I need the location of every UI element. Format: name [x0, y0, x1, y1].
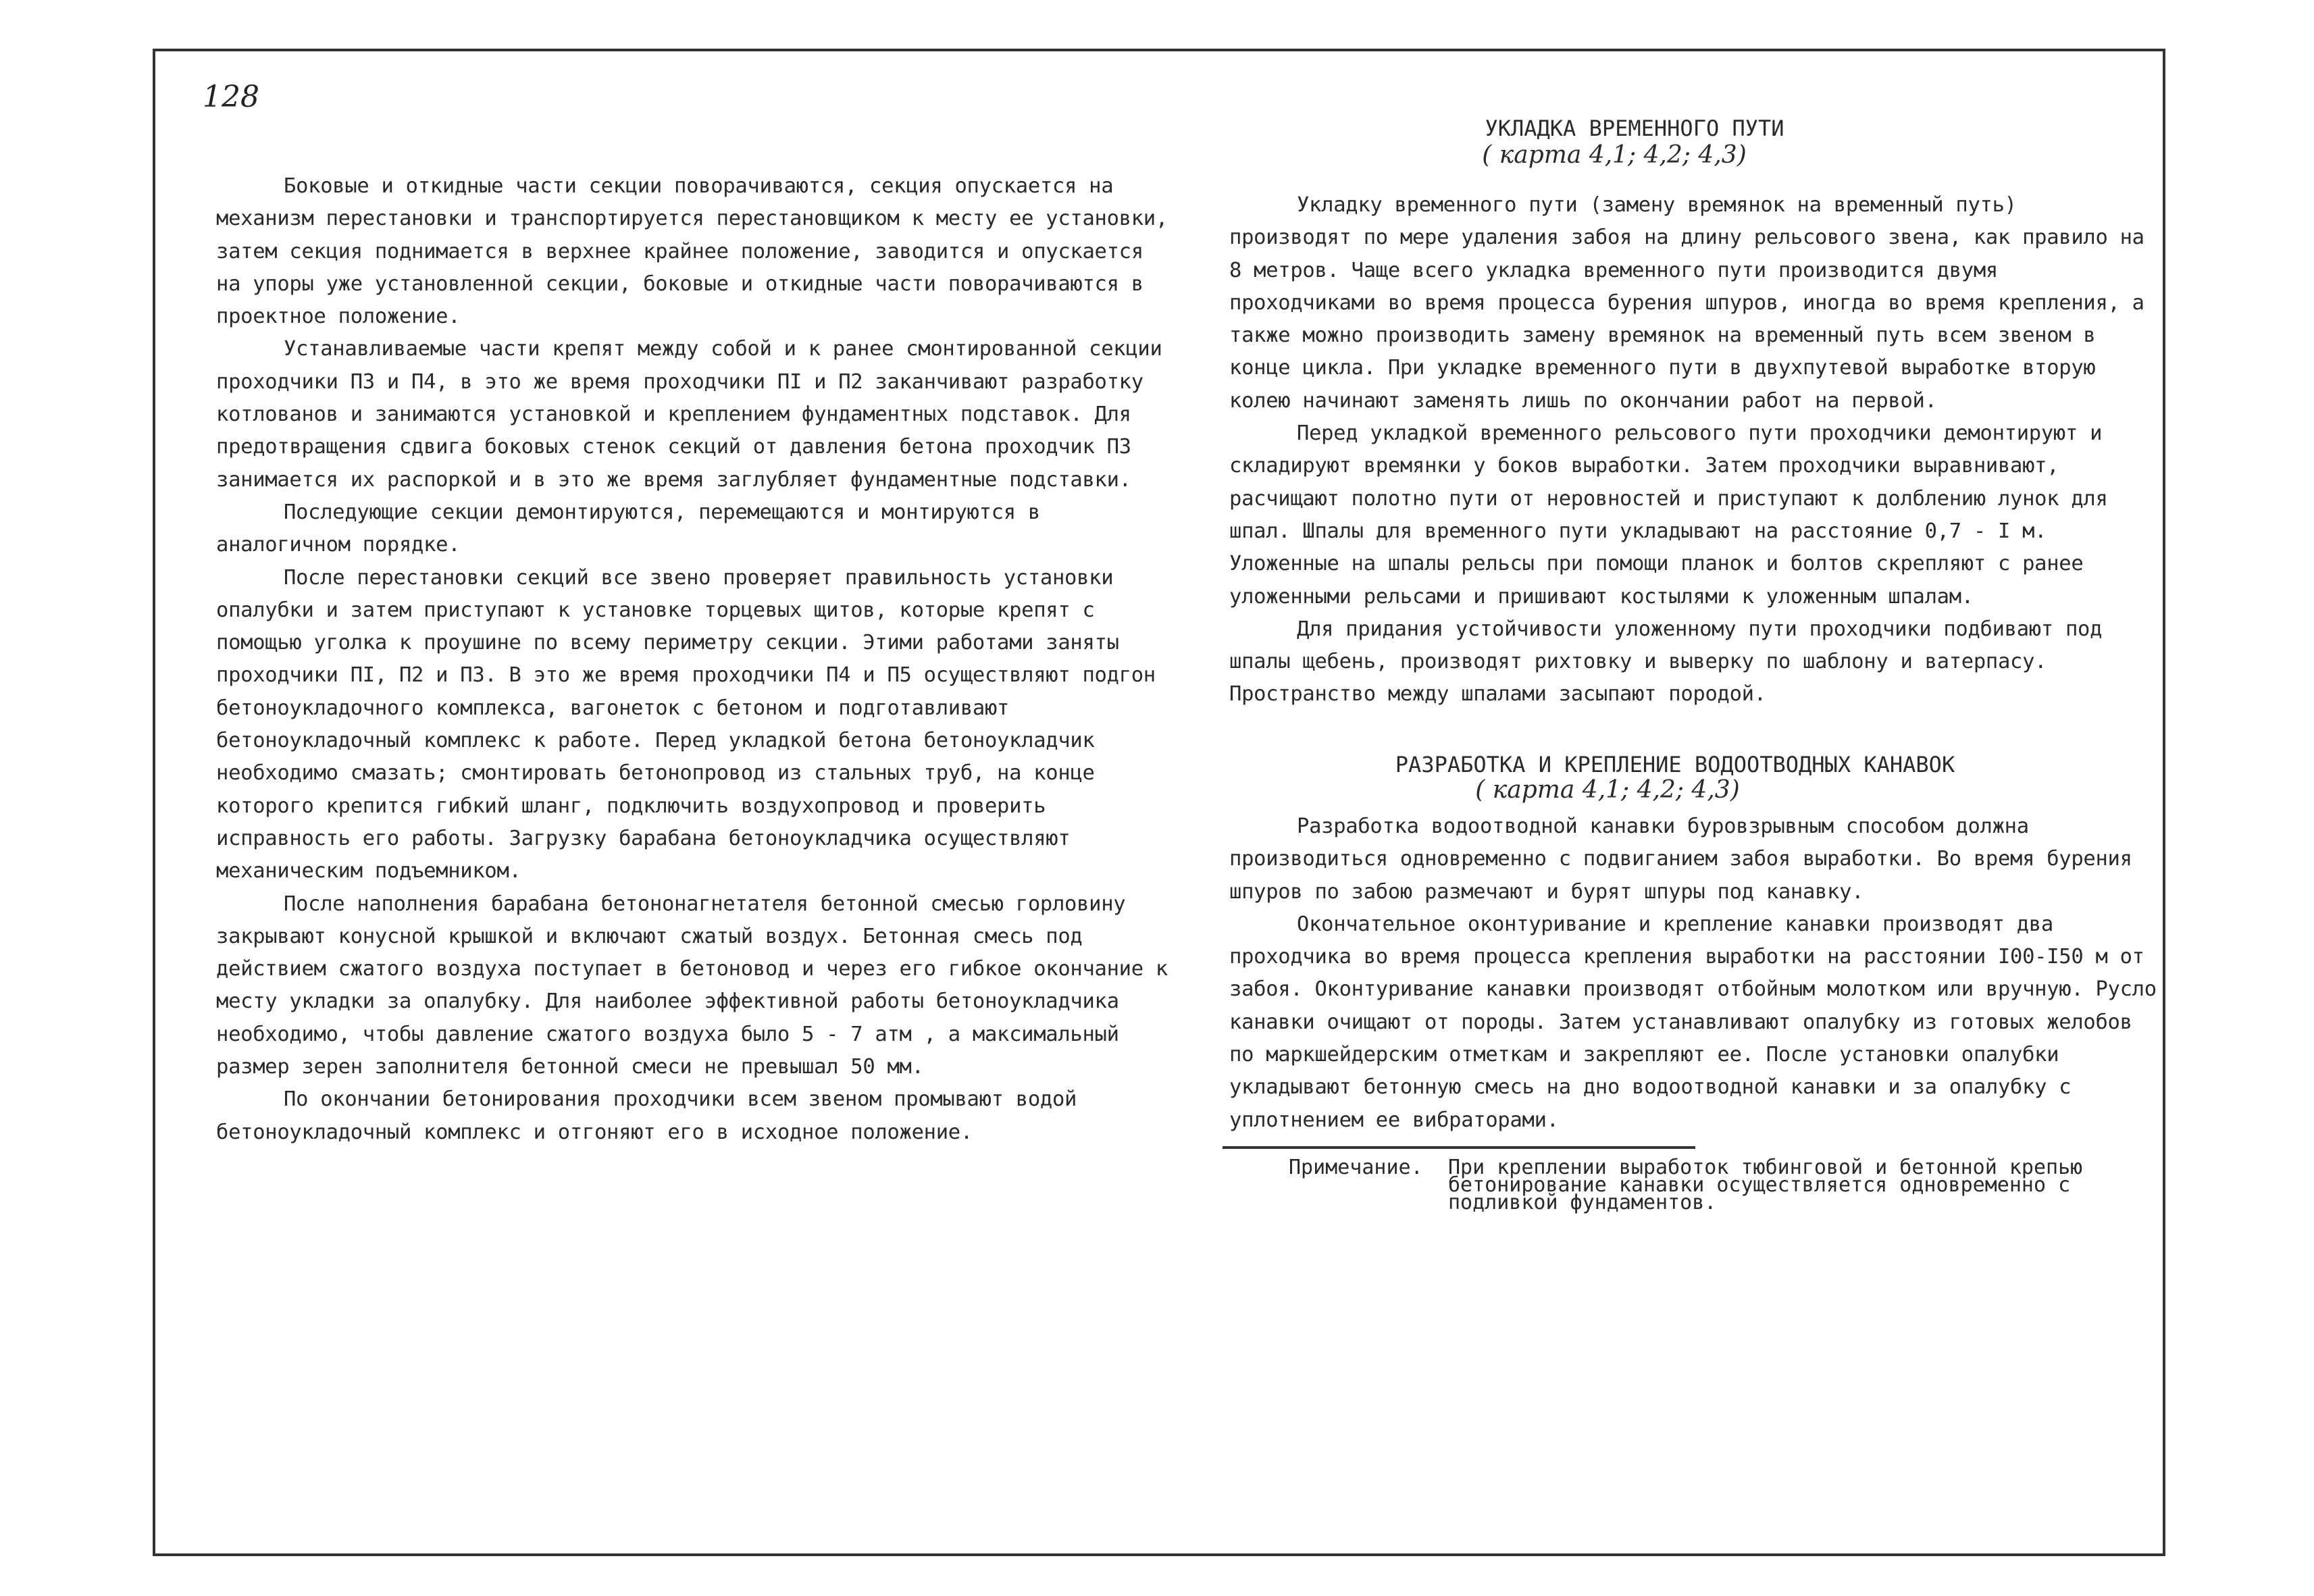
left-column	[216, 170, 1168, 1149]
paragraph: Перед укладкой временного рельсового пути проходчики демонтируют и складируют времянки у боков выработки. Затем проходчики выравнивают, расчищают полотно пути от неровностей и приступают к долблению лунок для шпал. Шпалы для временного пути укладывают на расстояние 0,7 - I м. Уложенные на шпалы рельсы при помощи планок и болтов скрепляют с ранее уложенными рельсами и пришивают костылями к уложенным шпалам.	[1229, 421, 2108, 609]
paragraph: Разработка водоотводной канавки буровзрывным способом должна производиться одновременно с подвиганием забоя выработки. Во время бурения шпуров по забою размечают и бурят шпуры под канавку.	[1229, 815, 2132, 904]
paragraph: Последующие секции демонтируются, перемещаются и монтируются в аналогичном порядке.	[216, 500, 1040, 557]
note-text: При креплении выработок тюбинговой и бетонной крепью бетонирование канавки осуществляется одновременно с подливкой фундаментов.	[1448, 1156, 2083, 1214]
paragraph: Боковые и откидные части секции поворачиваются, секция опускается на механизм перестановки и транспортируется перестановщиком к месту ее установки, затем секция поднимается в верхнее крайнее положение, заводится и опускается на упоры уже установленной секции, боковые и откидные части поворачиваются в проектное положение.	[216, 174, 1168, 329]
paragraph: После перестановки секций все звено проверяет правильность установки опалубки и затем приступают к установке торцевых щитов, которые крепят с помощью уголка к проушине по всему периметру секции. Этими работами заняты проходчики ПI, П2 и П3. В это же время проходчики П4 и П5 осуществляют подгон бетоноукладочного комплекса, вагонеток с бетоном и подготавливают бетоноукладочный комплекс к работе. Перед укладкой бетона бетоноукладчик необходимо смазать; смонтировать бетонопровод из стальных труб, на конце которого крепится гибкий шланг, подключить воздухопровод и проверить исправность его работы. Загрузку барабана бетоноукладчика осуществляют механическим подъемником.	[216, 565, 1156, 883]
footnote	[1289, 1156, 2167, 1214]
paragraph: Устанавливаемые части крепят между собой и к ранее смонтированной секции проходчики П3 и П4, в это же время проходчики ПI и П2 заканчивают разработку котлованов и занимаются установкой и креплением фундаментных подставок. Для предотвращения сдвига боковых стенок секций от давления бетона проходчик П3 занимается их распоркой и в это же время заглубляет фундаментные подставки.	[216, 337, 1162, 492]
section-heading: РАЗРАБОТКА И КРЕПЛЕНИЕ ВОДООТВОДНЫХ КАНАВОК	[1395, 752, 1955, 777]
section-subheading: ( карта 4,1; 4,2; 4,3)	[1482, 141, 1747, 169]
paragraph: После наполнения барабана бетононагнетателя бетонной смесью горловину закрывают конусной крышкой и включают сжатый воздух. Бетонная смесь под действием сжатого воздуха поступает в бетоновод и через его гибкое окончание к месту укладки за опалубку. Для наиболее эффективной работы бетоноукладчика необходимо, чтобы давление сжатого воздуха было 5 - 7 атм , а максимальный размер зерен заполнителя бетонной смеси не превышал 50 мм.	[216, 892, 1168, 1079]
section-heading: УКЛАДКА ВРЕМЕННОГО ПУТИ	[1485, 115, 1784, 141]
note-divider	[1223, 1146, 1695, 1149]
paragraph: По окончании бетонирования проходчики всем звеном промывают водой бетоноукладочный комплекс и отгоняют его в исходное положение.	[216, 1087, 1077, 1144]
page-number: 128	[203, 80, 259, 114]
note-label: Примечание.	[1289, 1156, 1423, 1179]
section-subheading: ( карта 4,1; 4,2; 4,3)	[1475, 776, 1740, 804]
paragraph: Укладку временного пути (замену времянок на временный путь) производят по мере удаления забоя на длину рельсового звена, как правило на 8 метров. Чаще всего укладка временного пути производится двумя проходчиками во время процесса бурения шпуров, иногда во время крепления, а также можно производить замену времянок на временный путь всем звеном в конце цикла. При укладке временного пути в двухпутевой выработке вторую колею начинают заменять лишь по окончании работ на первой.	[1229, 193, 2144, 413]
section2-body	[1229, 810, 2168, 1137]
section1-body	[1229, 189, 2148, 711]
paragraph: Окончательное оконтуривание и крепление канавки производят два проходчика во время процесса крепления выработки на расстоянии I00-I50 м от забоя. Оконтуривание канавки производят отбойным молотком или вручную. Русло канавки очищают от породы. Затем устанавливают опалубку из готовых желобов по маркшейдерским отметкам и закрепляют ее. После установки опалубки укладывают бетонную смесь на дно водоотводной канавки и за опалубку с уплотнением ее вибраторами.	[1229, 912, 2157, 1132]
paragraph: Для придания устойчивости уложенному пути проходчики подбивают под шпалы щебень, производят рихтовку и выверку по шаблону и ватерпасу. Пространство между шпалами засыпают породой.	[1229, 617, 2103, 706]
